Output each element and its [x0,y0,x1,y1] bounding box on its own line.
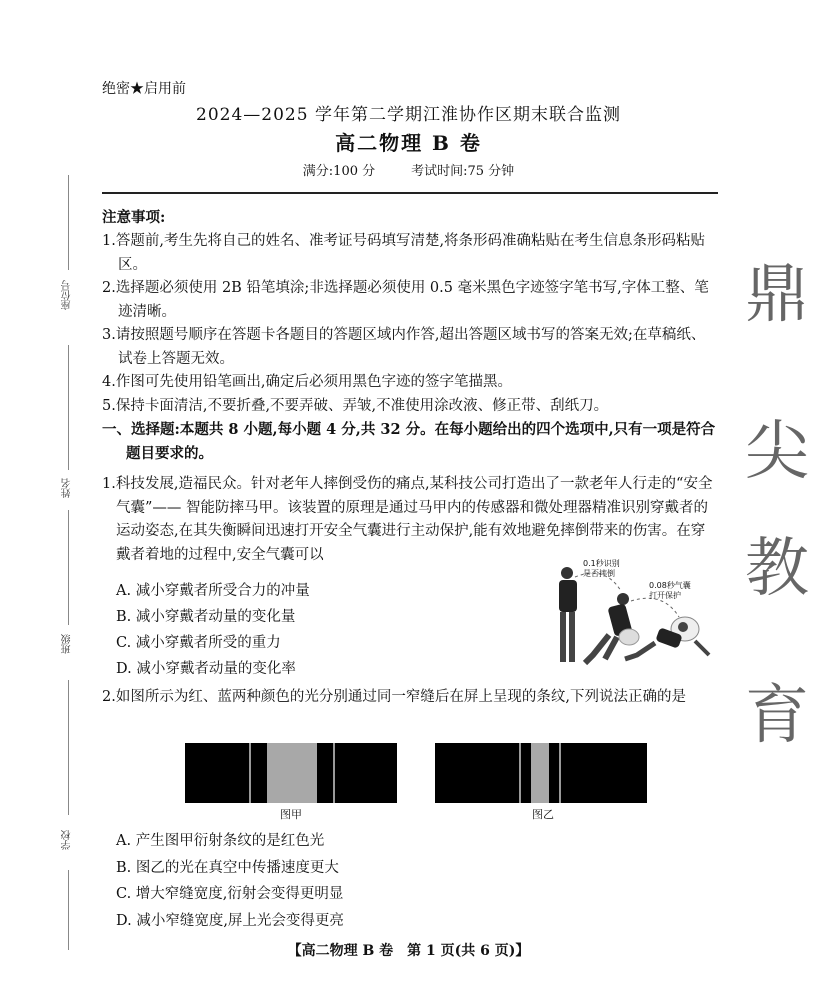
brand-char: 尖 [745,415,809,489]
notice-item: 5.保持卡面清洁,不要折叠,不要弄破、弄皱,不准使用涂改液、修正带、刮纸刀。 [102,397,609,414]
side-fringe [333,743,335,803]
notice-heading: 注意事项: [102,209,166,226]
question-1-stem: 1.科技发展,造福民众。针对老年人摔倒受伤的痛点,某科技公司打造出了一款老年人行走的“安全气囊”—— 智能防摔马甲。该装置的原理是通过马甲内的传感器和微处理器精准识别穿戴者的运动姿态,在其失衡瞬间迅速打开安全气囊进行主动保护,能有效地避免摔倒带来的伤害。在穿戴者着地的过程中,安全气囊可以 [102,476,713,563]
class-label: 班级 [62,634,73,654]
option-c: C. 减小穿戴者所受的重力 [116,635,281,651]
side-fringe [559,743,561,803]
margin-line [68,870,69,950]
margin-line [68,175,69,270]
caption-figure-b: 图乙 [532,808,554,821]
exam-title: 2024—2025 学年第二学期江淮协作区期末联合监测 [196,105,621,125]
exam-subtitle: 高二物理 B 卷 [335,131,482,155]
margin-line [68,510,69,625]
side-fringe [249,743,251,803]
question-2 [102,686,718,710]
notice-item: 3.请按照题号顺序在答题卡各题目的答题区域内作答,超出答题区域书写的答案无效;在草稿纸、试卷上答题无效。 [102,327,706,367]
option-a: A. 减小穿戴者所受合力的冲量 [116,583,310,599]
exam-meta [0,160,817,179]
fall-airbag-illustration [545,555,713,675]
side-fringe [519,743,521,803]
question-1-options [102,578,522,682]
brand-char: 教 [745,532,809,606]
figure-label-detect: 0.1秒识别 是否摔倒 [583,559,620,578]
name-label: 姓名 [62,478,73,498]
notice-item: 2.选择题必须使用 2B 铅笔填涂;非选择题必须使用 0.5 毫米黑色字迹签字笔书写,字体工整、笔迹清晰。 [102,280,709,320]
page-footer: 【高二物理 B 卷 第 1 页(共 6 页)】 [287,943,530,959]
margin-line [68,345,69,470]
section-heading: 一、选择题:本题共 8 小题,每小题 4 分,共 32 分。在每小题给出的四个选项中,只有一项是符合题目要求的。 [102,421,716,462]
diffraction-pattern-b [435,743,647,803]
option-a: A. 产生图甲衍射条纹的是红色光 [116,833,325,849]
diffraction-pattern-a [185,743,397,803]
brand-char: 鼎 [745,258,809,332]
notice-list [102,230,718,465]
option-d: D. 减小穿戴者动量的变化率 [116,661,296,677]
option-d: D. 减小窄缝宽度,屏上光会变得更亮 [116,912,344,929]
full-score: 满分:100 分 [302,164,376,179]
notice-item: 1.答题前,考生先将自己的姓名、准考证号码填写清楚,将条形码准确粘贴在考生信息条形码粘贴区。 [102,233,706,273]
seat-number-label: 座位号 [62,280,73,310]
exam-time: 考试时间:75 分钟 [411,164,515,179]
header-rule [102,192,718,194]
figure-label-airbag: 0.08秒气囊 打开保护 [649,581,691,600]
question-2-options [102,828,522,934]
confidential-label: 绝密★启用前 [102,81,186,97]
brand-char: 育 [745,679,809,753]
option-b: B. 减小穿戴者动量的变化量 [116,609,296,625]
option-b: B. 图乙的光在真空中传播速度更大 [116,859,339,876]
caption-figure-a: 图甲 [280,808,302,821]
option-c: C. 增大窄缝宽度,衍射会变得更明显 [116,886,344,902]
central-fringe [531,743,549,803]
school-label: 学校 [62,830,73,850]
question-2-stem: 2.如图所示为红、蓝两种颜色的光分别通过同一窄缝后在屏上呈现的条纹,下列说法正确的是 [102,689,686,705]
fall-sequence-figure [545,555,713,675]
margin-line [68,680,69,815]
central-fringe [267,743,317,803]
question-1 [102,473,718,567]
notice-item: 4.作图可先使用铅笔画出,确定后必须用黑色字迹的签字笔描黑。 [102,374,512,390]
